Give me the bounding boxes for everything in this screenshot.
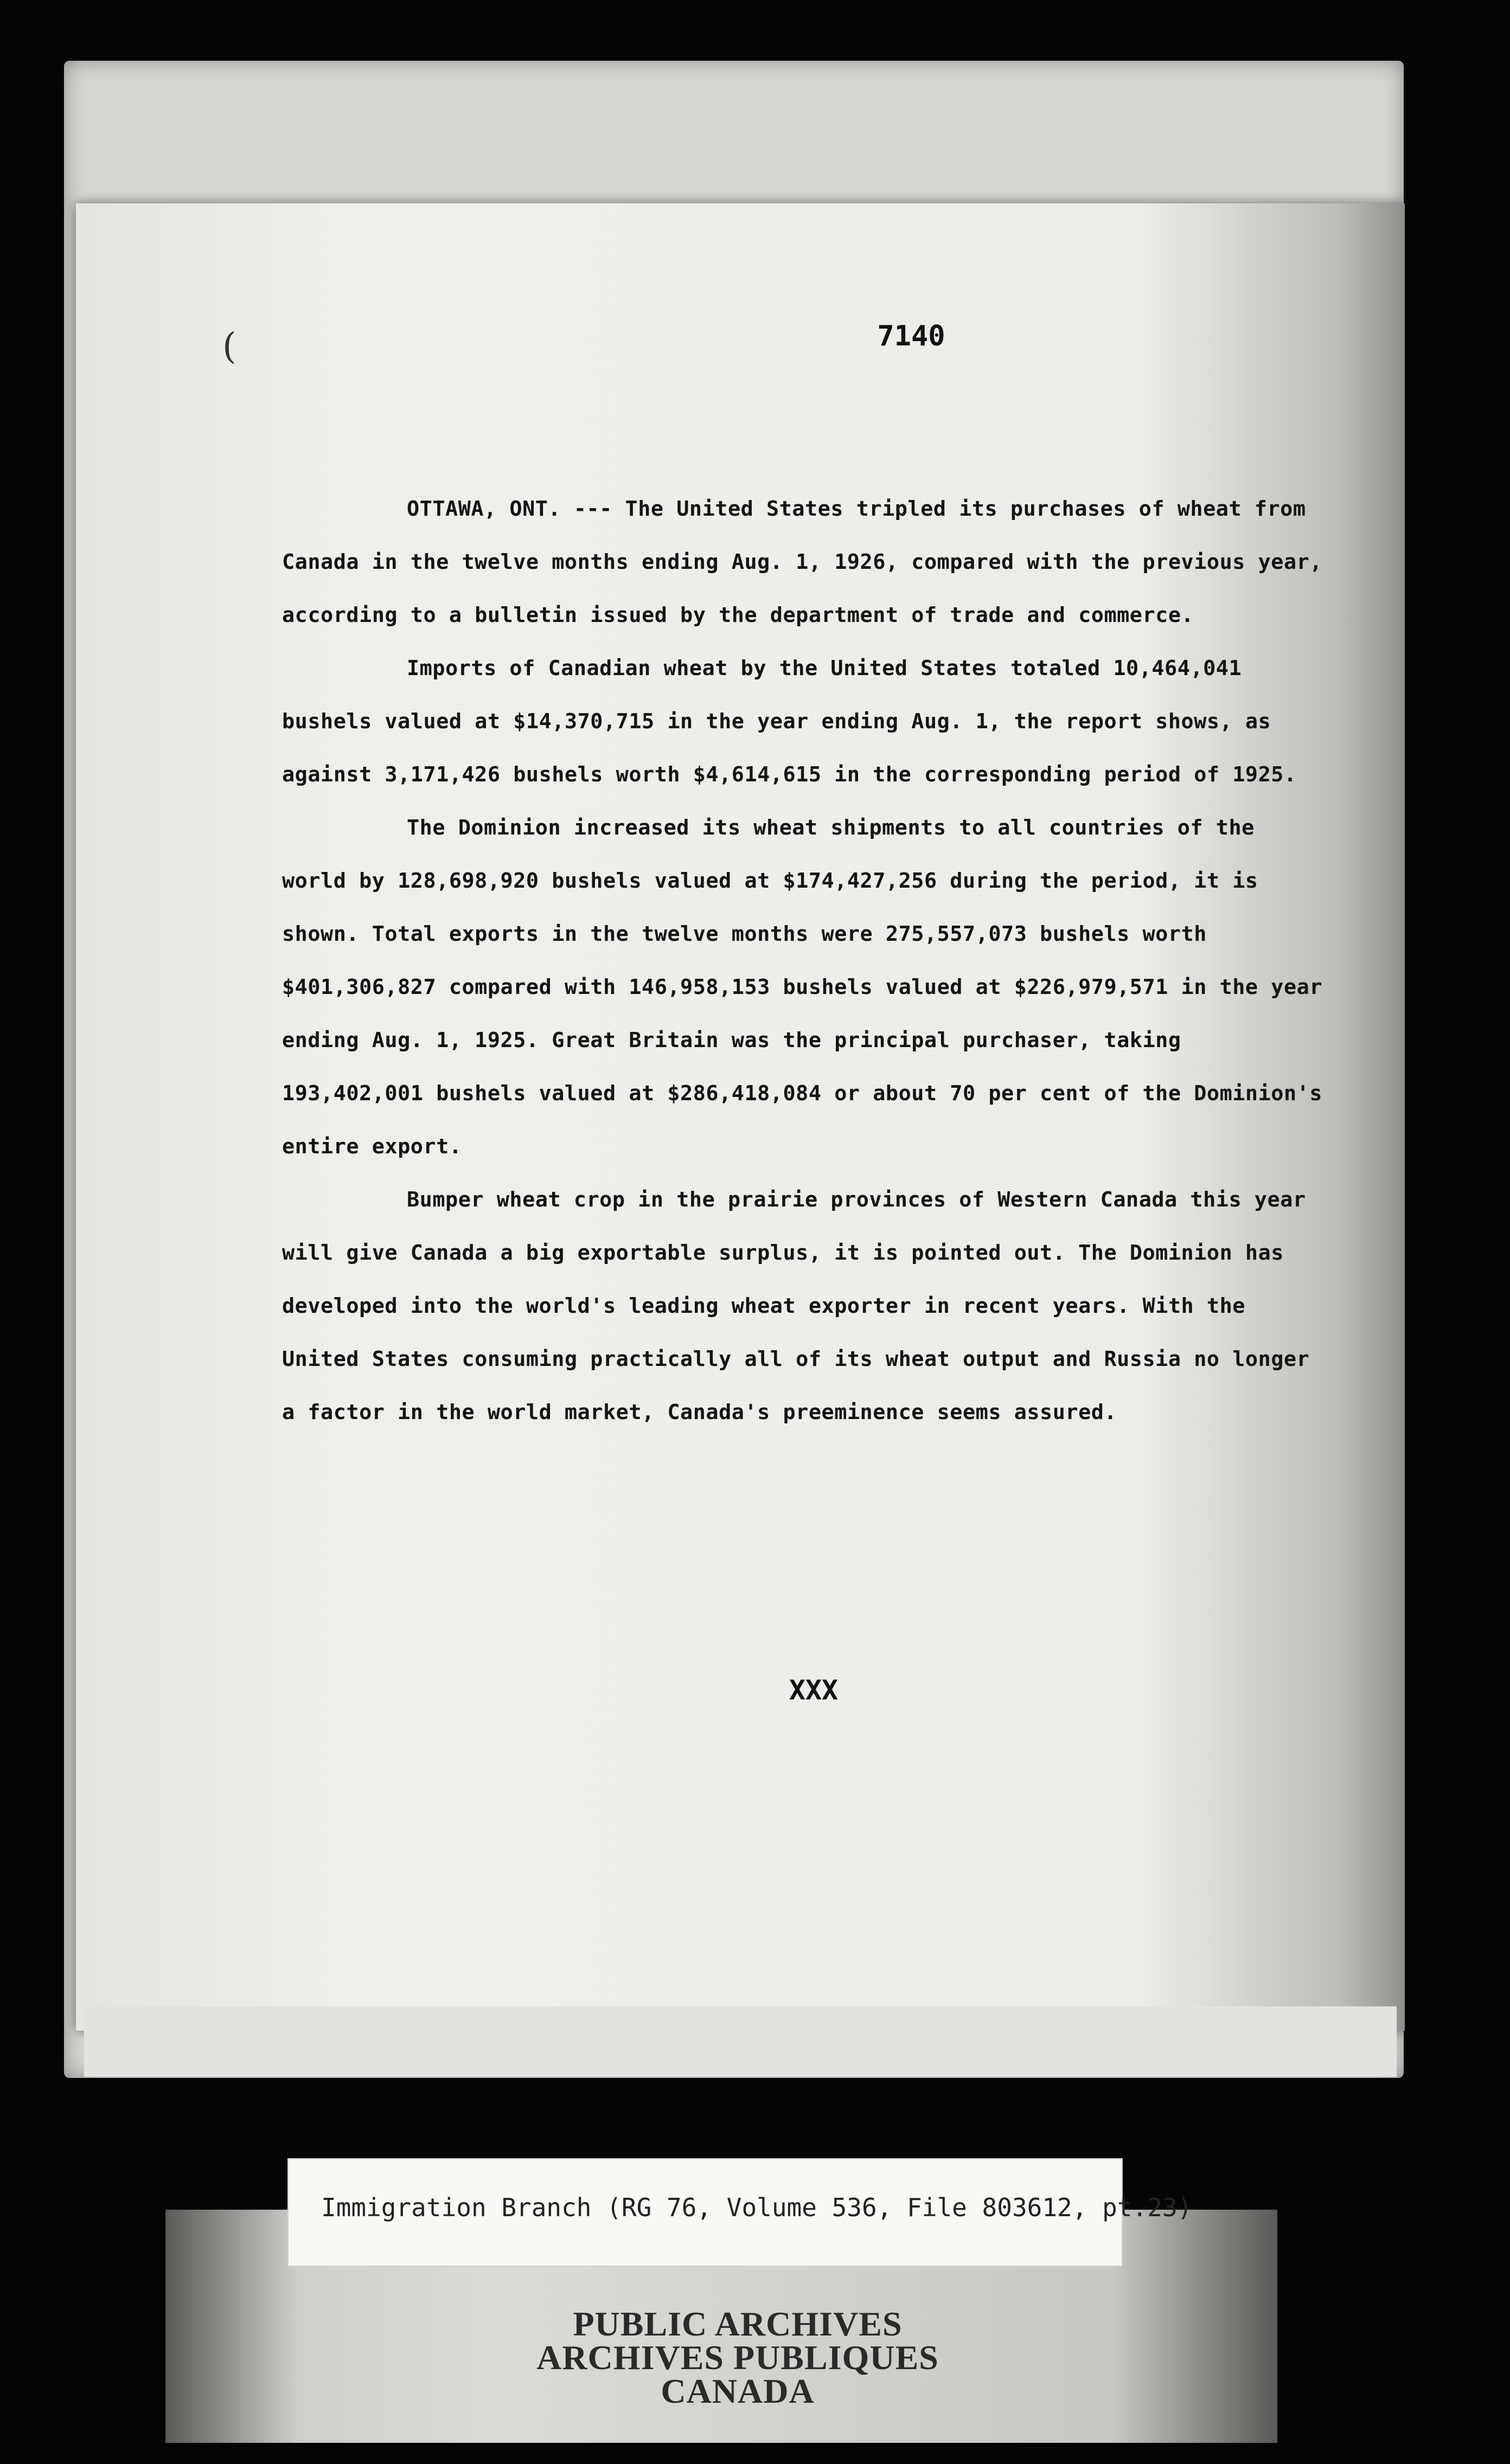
- article-body: [282, 483, 1329, 1439]
- stamp-line-english: PUBLIC ARCHIVES: [573, 2305, 903, 2343]
- handwritten-mark: (: [222, 325, 236, 367]
- archive-stamp: [504, 2307, 971, 2408]
- paragraph-2: Imports of Canadian wheat by the United States totaled 10,464,041 bushels valued at $14,370,715 in the year ending Aug. 1, the report shows, as against 3,171,426 bushels worth $4,614,615 in the corresponding period of 1925.: [282, 656, 1297, 787]
- paragraph-1: OTTAWA, ONT. --- The United States tripled its purchases of wheat from Canada in the twelve months ending Aug. 1, 1926, compared with the previous year, according to a bulletin issued by the department of trade and commerce.: [282, 497, 1322, 627]
- page-number: 7140: [877, 320, 945, 352]
- paragraph-3: The Dominion increased its wheat shipments to all countries of the world by 128,698,920 bushels valued at $174,427,256 during the period, it is shown. Total exports in the twelve months were 275,557,073 bushels worth $401,306,827 compared with 146,958,153 bushels valued at $226,979,571 in the year ending Aug. 1, 1925. Great Britain was the principal purchaser, taking 193,402,001 bushels valued at $286,418,084 or about 70 per cent of the Dominion's entire export.: [282, 816, 1322, 1159]
- paragraph-4: Bumper wheat crop in the prairie provinces of Western Canada this year will give Canada a big exportable surplus, it is pointed out. The Dominion has developed into the world's leading wheat exporter in recent years. With the United States consuming practically all of its wheat output and Russia no longer a factor in the world market, Canada's preeminence seems assured.: [282, 1188, 1310, 1425]
- stamp-line-french: ARCHIVES PUBLIQUES: [536, 2338, 939, 2377]
- end-mark: XXX: [789, 1674, 839, 1706]
- back-sheet-bottom: [84, 2006, 1397, 2077]
- archive-reference-label: [287, 2158, 1193, 2267]
- stamp-line-country: CANADA: [661, 2372, 815, 2410]
- archive-reference-text: Immigration Branch (RG 76, Volume 536, File 803612, pt.23): [321, 2193, 1193, 2222]
